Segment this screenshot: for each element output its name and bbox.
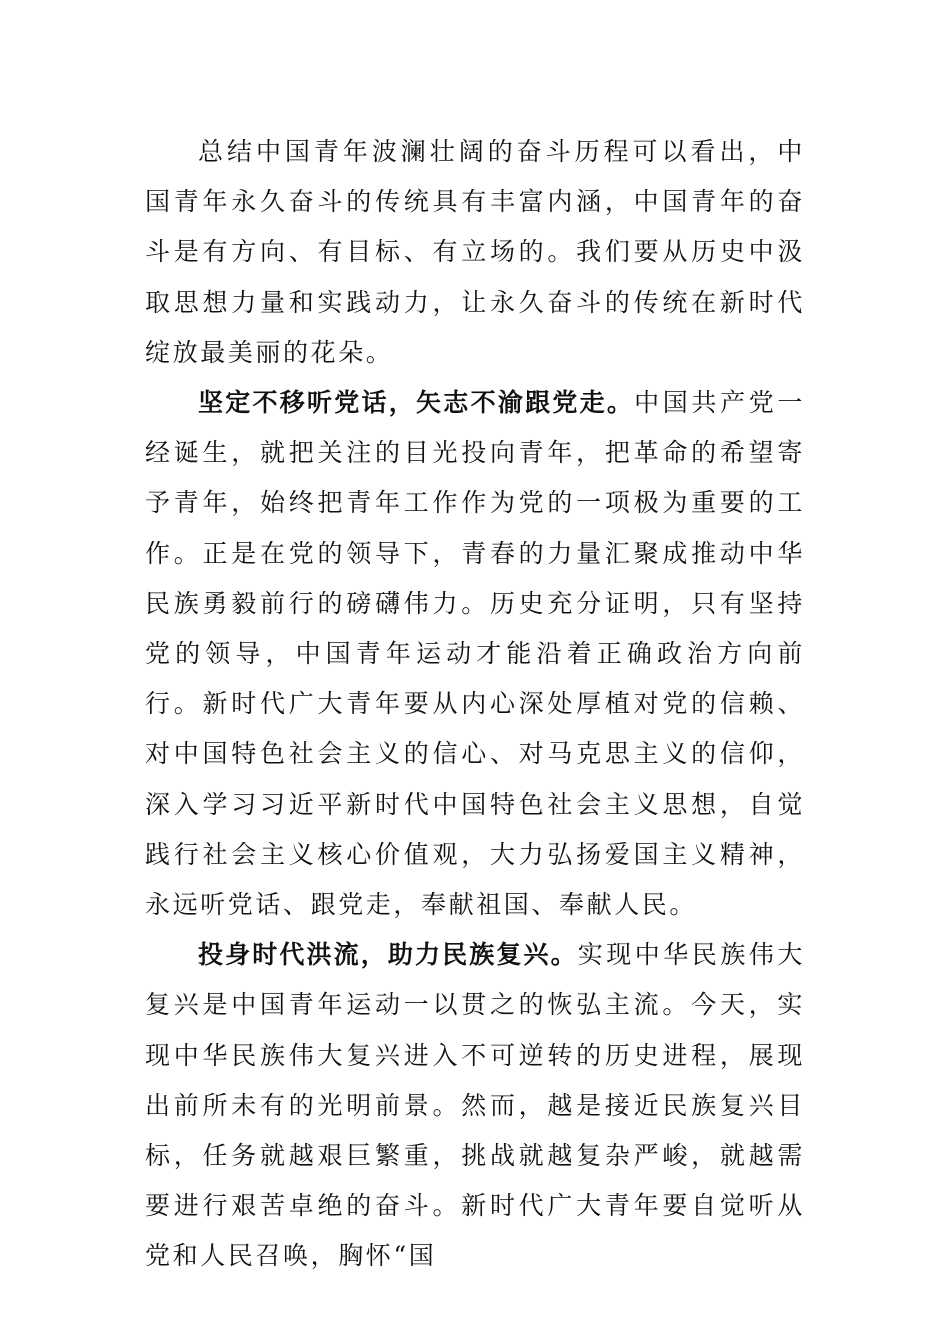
paragraph-text: 实现中华民族伟大复兴是中国青年运动一以贯之的恢弘主流。今天，实现中华民族伟大复兴进入不可逆转的历史进程，展现出前所未有的光明前景。然而，越是接近民族复兴目标，任务就越艰巨繁重，挑战就越复杂严峻，就越需要进行艰苦卓绝的奋斗。新时代广大青年要自觉听从党和人民召唤，胸怀“国 (145, 940, 805, 1271)
document-body (145, 127, 805, 1282)
paragraph-follow-party (145, 378, 805, 930)
paragraph-summary (145, 127, 805, 378)
paragraph-national-rejuvenation (145, 930, 805, 1281)
paragraph-lead-heading: 投身时代洪流，助力民族复兴。 (198, 940, 578, 970)
paragraph-text: 中国共产党一经诞生，就把关注的目光投向青年，把革命的希望寄予青年，始终把青年工作作为党的一项极为重要的工作。正是在党的领导下，青春的力量汇聚成推动中华民族勇毅前行的磅礴伟力。历史充分证明，只有坚持党的领导，中国青年运动才能沿着正确政治方向前行。新时代广大青年要从内心深处厚植对党的信赖、对中国特色社会主义的信心、对马克思主义的信仰，深入学习习近平新时代中国特色社会主义思想，自觉践行社会主义核心价值观，大力弘扬爱国主义精神，永远听党话、跟党走，奉献祖国、奉献人民。 (145, 388, 805, 920)
paragraph-lead-heading: 坚定不移听党话，矢志不渝跟党走。 (198, 388, 635, 418)
paragraph-text: 总结中国青年波澜壮阔的奋斗历程可以看出，中国青年永久奋斗的传统具有丰富内涵，中国青年的奋斗是有方向、有目标、有立场的。我们要从历史中汲取思想力量和实践动力，让永久奋斗的传统在新时代绽放最美丽的花朵。 (145, 137, 805, 367)
